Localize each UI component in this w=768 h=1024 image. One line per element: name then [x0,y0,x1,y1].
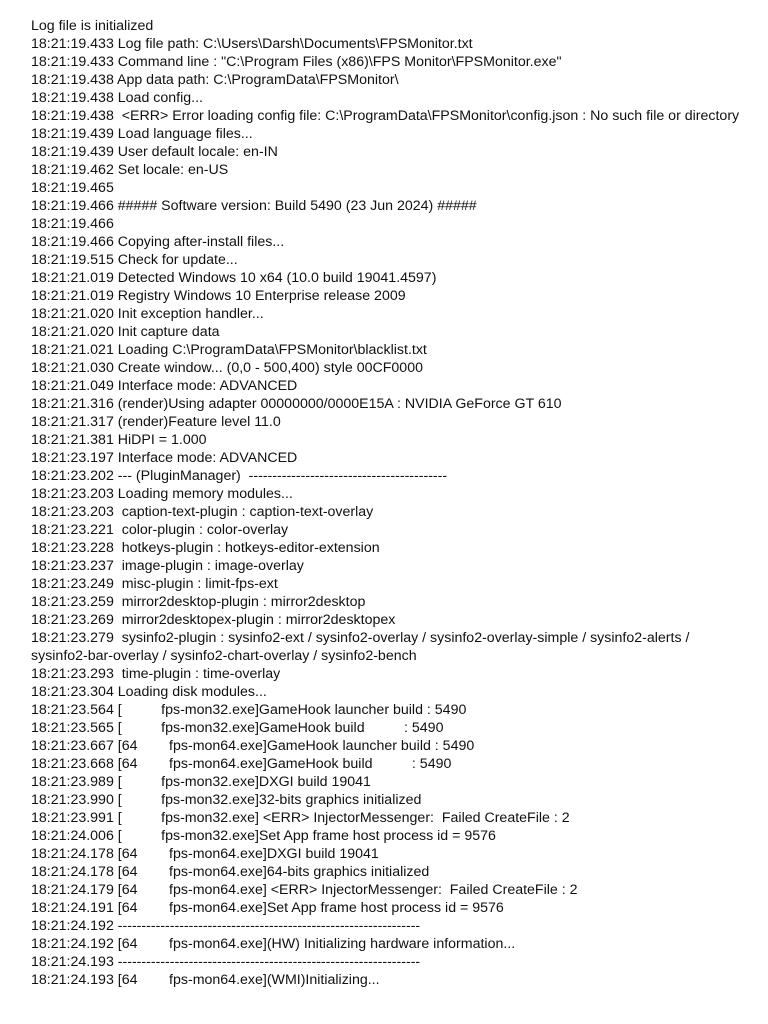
log-line: 18:21:24.193 [64 fps-mon64.exe](WMI)Initializing... [31,972,380,988]
log-line: 18:21:19.462 Set locale: en-US [31,162,229,178]
log-line: 18:21:21.317 (render)Feature level 11.0 [31,414,281,430]
log-line: 18:21:23.989 [ fps-mon32.exe]DXGI build 19041 [31,774,371,790]
log-line: 18:21:19.433 Command line : "C:\Program Files (x86)\FPS Monitor\FPSMonitor.exe" [31,54,562,70]
log-line: 18:21:24.179 [64 fps-mon64.exe] <ERR> InjectorMessenger: Failed CreateFile : 2 [31,882,578,898]
log-text [31,17,743,989]
log-line: Log file is initialized [31,18,154,34]
log-line: 18:21:23.203 caption-text-plugin : caption-text-overlay [31,504,374,520]
log-line: 18:21:24.178 [64 fps-mon64.exe]DXGI build 19041 [31,846,379,862]
log-line: 18:21:19.465 [31,180,114,196]
log-line: 18:21:24.192 [64 fps-mon64.exe](HW) Initializing hardware information... [31,936,516,952]
log-line: 18:21:19.466 Copying after-install files... [31,234,285,250]
log-line: 18:21:21.021 Loading C:\ProgramData\FPSMonitor\blacklist.txt [31,342,427,358]
log-line: 18:21:19.466 ##### Software version: Build 5490 (23 Jun 2024) ##### [31,198,477,214]
log-line: 18:21:19.439 User default locale: en-IN [31,144,278,160]
log-line: 18:21:23.197 Interface mode: ADVANCED [31,450,298,466]
log-line: 18:21:23.668 [64 fps-mon64.exe]GameHook build : 5490 [31,756,452,772]
log-line: 18:21:19.438 App data path: C:\ProgramData\FPSMonitor\ [31,72,399,88]
log-line: 18:21:23.228 hotkeys-plugin : hotkeys-editor-extension [31,540,380,556]
log-line: 18:21:21.020 Init capture data [31,324,220,340]
log-line: 18:21:23.667 [64 fps-mon64.exe]GameHook launcher build : 5490 [31,738,475,754]
log-line: 18:21:23.564 [ fps-mon32.exe]GameHook launcher build : 5490 [31,702,467,718]
log-line: 18:21:19.438 Load config... [31,90,203,106]
log-line: 18:21:19.515 Check for update... [31,252,238,268]
log-line: 18:21:24.192 ---------------------------------------------------------------- [31,918,421,934]
log-line: 18:21:24.006 [ fps-mon32.exe]Set App frame host process id = 9576 [31,828,496,844]
log-line: 18:21:19.438 <ERR> Error loading config file: C:\ProgramData\FPSMonitor\config.json : No such file or directory [31,108,740,124]
log-line: 18:21:21.019 Registry Windows 10 Enterprise release 2009 [31,288,406,304]
log-line: 18:21:21.049 Interface mode: ADVANCED [31,378,298,394]
log-line: 18:21:23.202 --- (PluginManager) ------------------------------------------ [31,468,448,484]
log-line: 18:21:23.293 time-plugin : time-overlay [31,666,281,682]
log-line: 18:21:23.249 misc-plugin : limit-fps-ext [31,576,278,592]
log-line: 18:21:24.191 [64 fps-mon64.exe]Set App frame host process id = 9576 [31,900,504,916]
log-line: 18:21:21.381 HiDPI = 1.000 [31,432,207,448]
log-line: 18:21:21.019 Detected Windows 10 x64 (10.0 build 19041.4597) [31,270,437,286]
log-line: 18:21:21.020 Init exception handler... [31,306,264,322]
log-line: 18:21:23.237 image-plugin : image-overlay [31,558,304,574]
log-line: 18:21:24.178 [64 fps-mon64.exe]64-bits graphics initialized [31,864,430,880]
log-line: 18:21:23.203 Loading memory modules... [31,486,293,502]
log-line: 18:21:23.565 [ fps-mon32.exe]GameHook build : 5490 [31,720,444,736]
log-line: 18:21:21.030 Create window... (0,0 - 500,400) style 00CF0000 [31,360,423,376]
log-line: 18:21:21.316 (render)Using adapter 00000000/0000E15A : NVIDIA GeForce GT 610 [31,396,562,412]
log-line: 18:21:23.269 mirror2desktopex-plugin : mirror2desktopex [31,612,396,628]
log-line: 18:21:23.304 Loading disk modules... [31,684,267,700]
log-line: 18:21:23.259 mirror2desktop-plugin : mirror2desktop [31,594,366,610]
log-line: 18:21:23.990 [ fps-mon32.exe]32-bits graphics initialized [31,792,422,808]
log-line: 18:21:19.433 Log file path: C:\Users\Darsh\Documents\FPSMonitor.txt [31,36,473,52]
log-line: 18:21:19.439 Load language files... [31,126,253,142]
log-line: 18:21:24.193 ---------------------------------------------------------------- [31,954,421,970]
log-line: 18:21:19.466 [31,216,114,232]
log-line: 18:21:23.991 [ fps-mon32.exe] <ERR> InjectorMessenger: Failed CreateFile : 2 [31,810,570,826]
log-line: 18:21:23.279 sysinfo2-plugin : sysinfo2-ext / sysinfo2-overlay / sysinfo2-overlay-simple / sysinfo2-alerts / sysinfo2-bar-overlay / sysinfo2-chart-overlay / sysinfo2-bench [31,630,694,664]
log-line: 18:21:23.221 color-plugin : color-overlay [31,522,289,538]
